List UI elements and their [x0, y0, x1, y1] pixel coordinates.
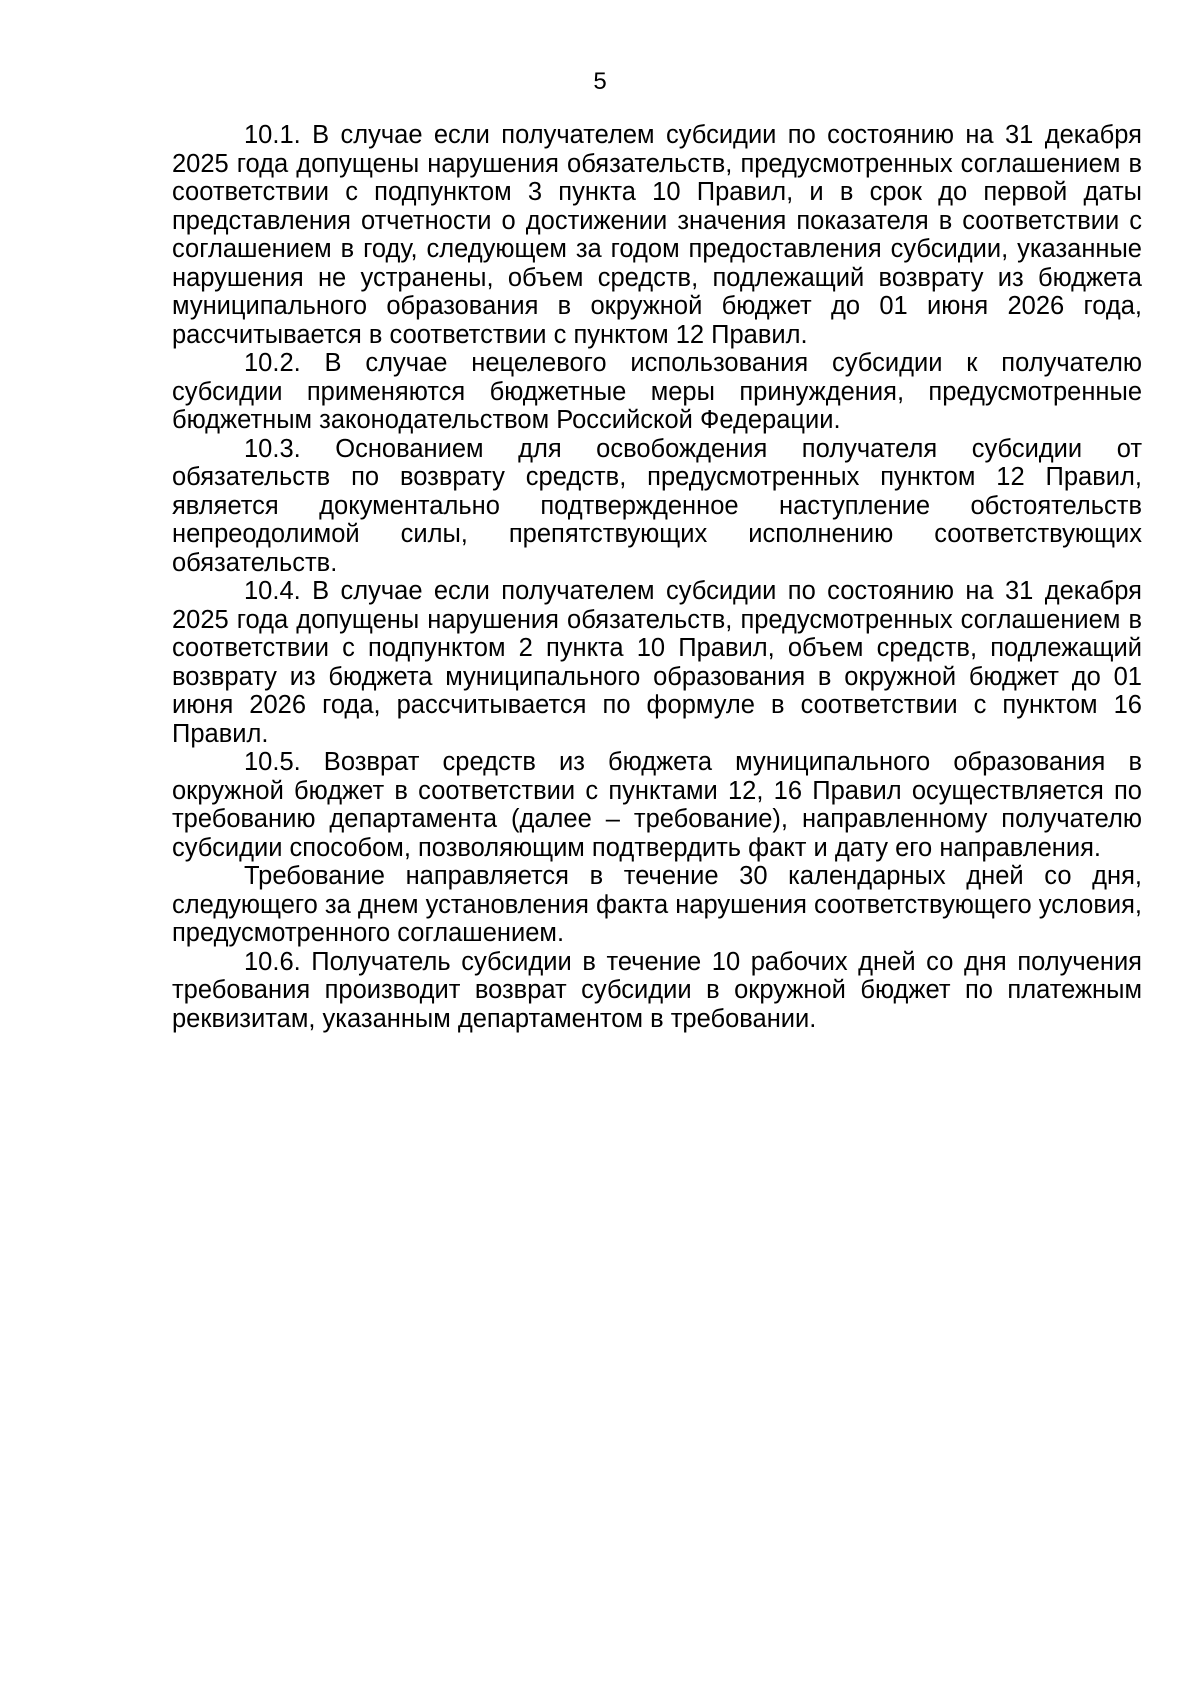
paragraph-10-3: 10.3. Основанием для освобождения получателя субсидии от обязательств по возврату средств, предусмотренных пунктом 12 Правил, является документально подтвержденное наступление обстоятельств непреодолимой силы, препятствующих исполнению соответствующих обязательств.	[172, 434, 1142, 577]
paragraph-10-6: 10.6. Получатель субсидии в течение 10 рабочих дней со дня получения требования производит возврат субсидии в окружной бюджет по платежным реквизитам, указанным департаментом в требовании.	[172, 947, 1142, 1033]
paragraph-10-5-continued: Требование направляется в течение 30 календарных дней со дня, следующего за днем установления факта нарушения соответствующего условия, предусмотренного соглашением.	[172, 862, 1142, 947]
paragraph-10-2: 10.2. В случае нецелевого использования субсидии к получателю субсидии применяются бюджетные меры принуждения, предусмотренные бюджетным законодательством Российской Федерации.	[172, 349, 1142, 434]
paragraph-10-1: 10.1. В случае если получателем субсидии по состоянию на 31 декабря 2025 года допущены нарушения обязательств, предусмотренных соглашением в соответствии с подпунктом 3 пункта 10 Правил, и в срок до первой даты представления отчетности о достижении значения показателя в соответствии с соглашением в году, следующем за годом предоставления субсидии, указанные нарушения не устранены, объем средств, подлежащий возврату из бюджета муниципального образования в окружной бюджет до 01 июня 2026 года, рассчитывается в соответствии с пунктом 12 Правил.	[172, 121, 1142, 349]
page-number: 5	[593, 68, 607, 95]
paragraph-10-4: 10.4. В случае если получателем субсидии по состоянию на 31 декабря 2025 года допущены нарушения обязательств, предусмотренных соглашением в соответствии с подпунктом 2 пункта 10 Правил, объем средств, подлежащий возврату из бюджета муниципального образования в окружной бюджет до 01 июня 2026 года, рассчитывается по формуле в соответствии с пунктом 16 Правил.	[172, 577, 1142, 748]
document-body	[172, 121, 1142, 1033]
paragraph-10-5: 10.5. Возврат средств из бюджета муниципального образования в окружной бюджет в соответствии с пунктами 12, 16 Правил осуществляется по требованию департамента (далее – требование), направленному получателю субсидии способом, позволяющим подтвердить факт и дату его направления.	[172, 748, 1142, 862]
